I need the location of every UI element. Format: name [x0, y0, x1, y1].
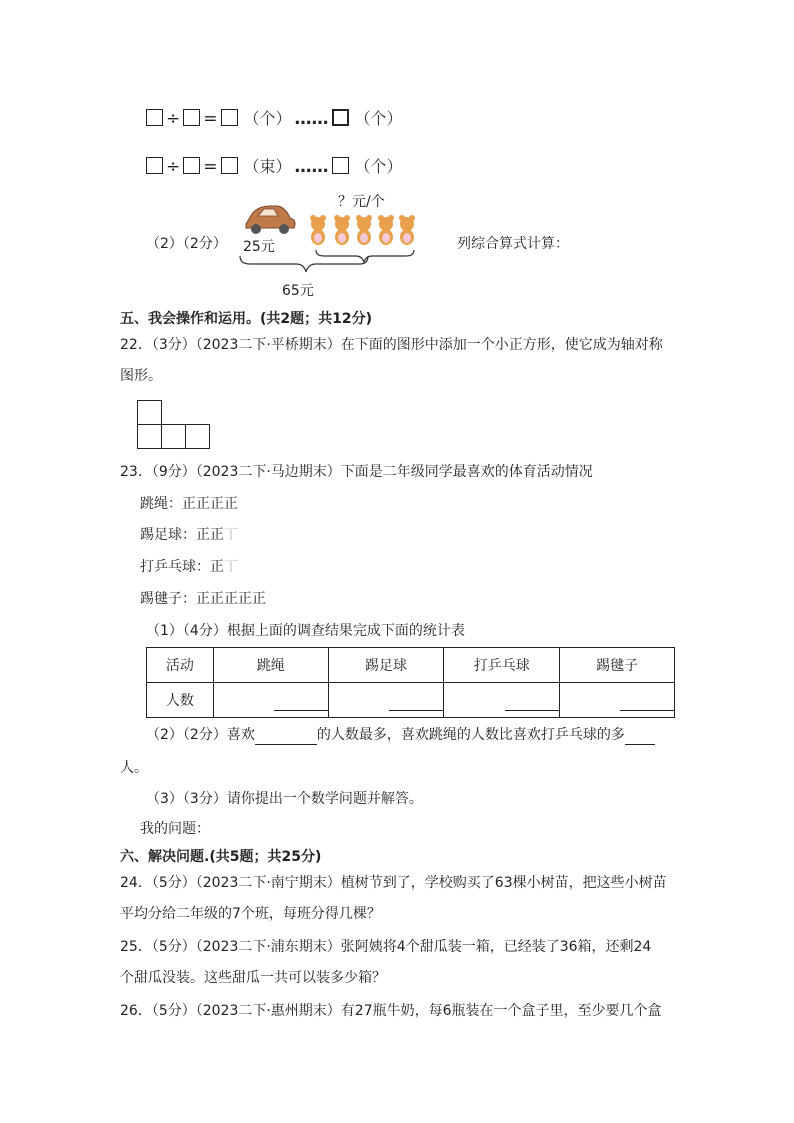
- section-6-title: 六、解决问题.(共5题；共25分): [120, 849, 322, 865]
- tally-marks: 正正: [196, 527, 224, 543]
- tally-partial-mark: 丅: [224, 527, 238, 543]
- teddy-bear-icons: [310, 215, 415, 245]
- tally-marks: 正正正正: [182, 496, 238, 512]
- tally-row: [140, 525, 238, 545]
- teddy-bear-icon: [399, 215, 415, 245]
- q21-instruction: 列综合算式计算：: [457, 236, 569, 252]
- q23-part2-text: （2）（2分）喜欢: [146, 727, 255, 743]
- my-question-label: 我的问题：: [140, 821, 210, 837]
- q23-text: 23．（9分）（2023二下·马边期末）下面是二年级同学最喜欢的体育活动情况: [120, 464, 593, 480]
- table-header-row: [147, 648, 675, 683]
- table-header-cell: 踢足球: [328, 648, 444, 683]
- q22-line-1: 22．（3分）（2023二下·平桥期末）在下面的图形中添加一个小正方形，使它成为轴对称: [120, 337, 663, 353]
- answer-box[interactable]: [332, 109, 349, 126]
- q26-line-1: 26．（5分）（2023二下·惠州期末）有27瓶牛奶，每6瓶装在一个盒子里，至少要几个盒: [120, 1003, 662, 1019]
- answer-box[interactable]: [146, 109, 163, 126]
- q23-part2-text: 的人数最多，喜欢跳绳的人数比喜欢打乒乓球的多: [316, 727, 625, 743]
- divide-sign: ÷: [166, 157, 181, 177]
- section-5-title: 五、我会操作和运用。(共2题；共12分): [120, 311, 373, 327]
- toy-car-icon: [246, 206, 295, 234]
- tally-row: [140, 589, 266, 609]
- total-price-label: 65元: [282, 283, 314, 299]
- q23-part2-end: 人。: [120, 760, 148, 776]
- count-input-cell[interactable]: [444, 683, 560, 718]
- teddy-bear-icon: [334, 215, 350, 245]
- teddy-bear-icon: [356, 215, 372, 245]
- equals-sign: =: [203, 157, 218, 177]
- answer-box[interactable]: [146, 157, 163, 174]
- table-row-label: 人数: [147, 683, 214, 718]
- tally-marks: 正正正正正: [196, 591, 266, 607]
- grid-square: [137, 424, 162, 449]
- tally-marks: 正: [210, 559, 224, 575]
- table-header-cell: 活动: [147, 648, 214, 683]
- answer-box[interactable]: [332, 157, 349, 174]
- total-brace: [240, 256, 368, 272]
- answer-box[interactable]: [221, 157, 238, 174]
- equation-row-1: [146, 106, 403, 129]
- car-price-label: 25元: [243, 239, 275, 255]
- equation-row-2: [146, 154, 403, 177]
- table-header-cell: 跳绳: [213, 648, 328, 683]
- q23-part2: [146, 725, 655, 745]
- answer-box[interactable]: [221, 109, 238, 126]
- tally-row: [140, 494, 238, 514]
- answer-box[interactable]: [183, 109, 200, 126]
- tally-label: 踢足球：: [140, 527, 196, 543]
- q22-line-2: 图形。: [120, 368, 162, 384]
- grid-square: [137, 400, 162, 425]
- teddy-bear-icon: [310, 215, 326, 245]
- q23-part3: （3）（3分）请你提出一个数学问题并解答。: [146, 791, 423, 807]
- q23-part1: （1）（4分）根据上面的调查结果完成下面的统计表: [146, 623, 465, 639]
- tally-label: 踢毽子：: [140, 591, 196, 607]
- table-row: [147, 683, 675, 718]
- bear-price-label: ？元/个: [338, 194, 385, 210]
- tally-partial-mark: 丅: [224, 559, 238, 575]
- grid-square: [161, 424, 186, 449]
- q24-line-2: 平均分给二年级的7个班，每班分得几棵？: [120, 906, 381, 922]
- count-input-cell[interactable]: [560, 683, 675, 718]
- answer-blank[interactable]: [625, 730, 655, 745]
- tally-label: 打乒乓球：: [140, 559, 210, 575]
- q21-part2-label: （2）（2分）: [146, 236, 227, 252]
- table-header-cell: 踢毽子: [560, 648, 675, 683]
- statistics-table: [146, 647, 675, 718]
- unit-label: （个）: [354, 157, 403, 176]
- q25-line-1: 25．（5分）（2023二下·浦东期末）张阿姨将4个甜瓜装一箱，已经装了36箱，还剩24: [120, 939, 652, 955]
- unit-label: （个）: [354, 109, 403, 128]
- remainder-dots: ……: [294, 109, 329, 129]
- remainder-dots: ……: [294, 157, 329, 177]
- bears-brace: [316, 250, 414, 262]
- tally-label: 跳绳：: [140, 496, 182, 512]
- answer-blank[interactable]: [255, 730, 317, 745]
- square-grid-figure[interactable]: [137, 400, 213, 450]
- answer-box[interactable]: [183, 157, 200, 174]
- tally-row: [140, 557, 238, 577]
- teddy-bear-icon: [378, 215, 394, 245]
- count-input-cell[interactable]: [213, 683, 328, 718]
- divide-sign: ÷: [166, 109, 181, 129]
- unit-label: （束）: [243, 157, 292, 176]
- table-header-cell: 打乒乓球: [444, 648, 560, 683]
- grid-square: [185, 424, 210, 449]
- q24-line-1: 24．（5分）（2023二下·南宁期末）植树节到了，学校购买了63棵小树苗，把这些小树苗: [120, 875, 667, 891]
- unit-label: （个）: [243, 109, 292, 128]
- equals-sign: =: [203, 109, 218, 129]
- count-input-cell[interactable]: [328, 683, 444, 718]
- q25-line-2: 个甜瓜没装。这些甜瓜一共可以装多少箱？: [120, 970, 386, 986]
